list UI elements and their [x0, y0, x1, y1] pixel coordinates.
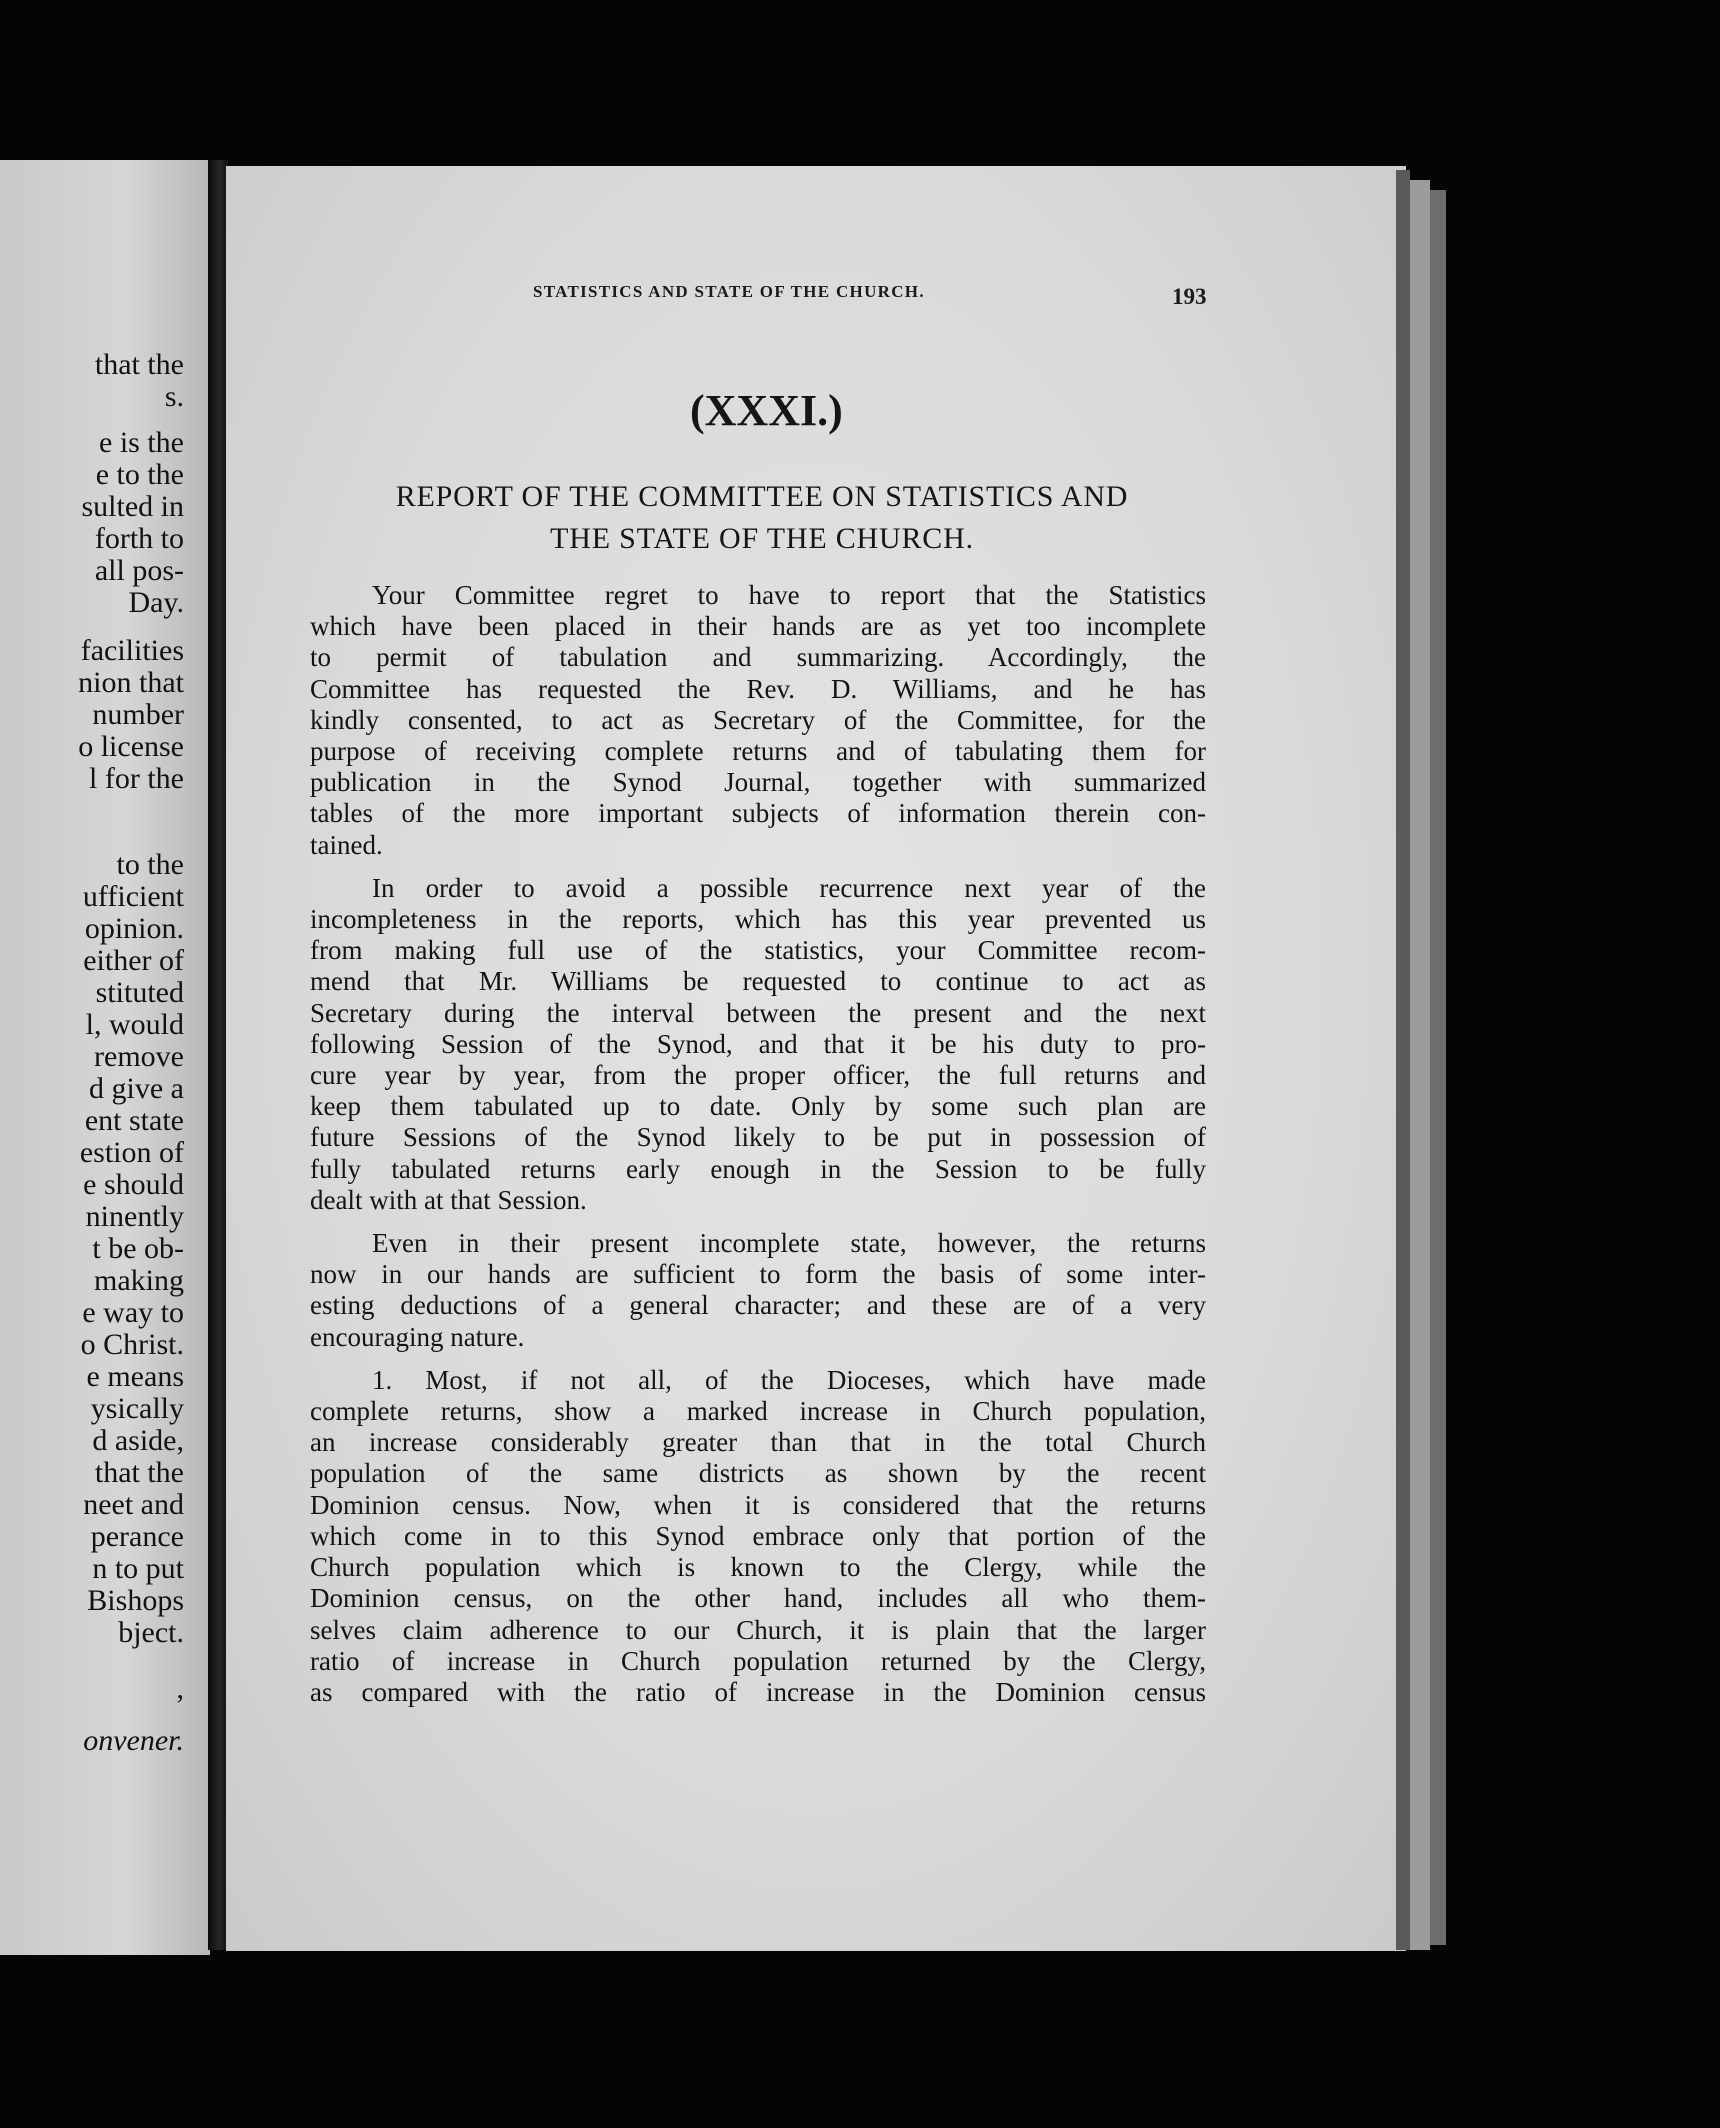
left-page-line: , — [176, 1672, 184, 1705]
left-page-line: facilities — [80, 634, 184, 667]
paragraph — [310, 873, 1206, 1216]
left-page-line: either of — [83, 944, 184, 977]
running-head: STATISTICS AND STATE OF THE CHURCH. — [533, 282, 925, 301]
left-page-line: remove — [94, 1040, 184, 1073]
left-page-line: d give a — [89, 1072, 184, 1105]
text-line: publication in the Synod Journal, together with summarized — [310, 767, 1206, 798]
text-line: fully tabulated returns early enough in the Session to be fully — [310, 1153, 1206, 1184]
text-line: purpose of receiving complete returns and of tabulating them for — [310, 736, 1206, 767]
left-page-line: e way to — [82, 1296, 184, 1329]
text-line: Even in their present incomplete state, however, the returns — [372, 1228, 1206, 1259]
page-number: 193 — [1172, 284, 1207, 309]
text-line: Your Committee regret to have to report that the Statistics — [372, 580, 1206, 610]
page-edge — [1410, 180, 1430, 1950]
left-page-line: bject. — [118, 1616, 184, 1649]
left-page-line: making — [94, 1264, 184, 1297]
left-page-line: e should — [83, 1168, 184, 1201]
text-line: from making full use of the statistics, your Committee recom- — [310, 935, 1206, 966]
text-line: selves claim adherence to our Church, it is plain that the larger — [310, 1614, 1206, 1645]
text-line: an increase considerably greater than that in the total Church — [310, 1427, 1206, 1458]
book-gutter — [208, 160, 228, 1950]
left-page-line: t be ob- — [92, 1232, 184, 1265]
text-line: tables of the more important subjects of information therein con- — [310, 798, 1206, 829]
left-page-line: nion that — [78, 666, 184, 699]
text-line: keep them tabulated up to date. Only by some such plan are — [310, 1091, 1206, 1122]
left-page-line: l for the — [89, 762, 184, 795]
page-edge — [1430, 190, 1446, 1945]
text-line: esting deductions of a general character; and these are of a very — [310, 1290, 1206, 1321]
left-page-line: perance — [90, 1520, 184, 1553]
text-line: population of the same districts as shown by the recent — [310, 1458, 1206, 1489]
left-page-line: o license — [78, 730, 184, 763]
left-page — [0, 160, 210, 1955]
text-line: mend that Mr. Williams be requested to continue to act as — [310, 966, 1206, 997]
left-page-line: e to the — [95, 458, 184, 491]
text-line: Secretary during the interval between the present and the next — [310, 997, 1206, 1028]
left-page-line: all pos- — [94, 554, 184, 587]
text-line: following Session of the Synod, and that it be his duty to pro- — [310, 1028, 1206, 1059]
left-page-line: number — [92, 698, 184, 731]
left-page-line: e is the — [99, 426, 184, 459]
text-line: to permit of tabulation and summarizing. Accordingly, the — [310, 642, 1206, 673]
left-page-line: o Christ. — [80, 1328, 184, 1361]
left-page-line: d aside, — [92, 1424, 184, 1457]
left-page-line: sulted in — [81, 490, 184, 523]
left-page-line: neet and — [83, 1488, 184, 1521]
text-line: Dominion census. Now, when it is considered that the returns — [310, 1489, 1206, 1520]
text-line: Dominion census, on the other hand, includes all who them- — [310, 1583, 1206, 1614]
report-title — [312, 476, 1212, 560]
text-line: encouraging nature. — [310, 1321, 525, 1352]
left-page-line: e means — [86, 1360, 184, 1393]
text-line: which come in to this Synod embrace only that portion of the — [310, 1520, 1206, 1551]
left-page-line: to the — [116, 848, 184, 881]
paragraph — [310, 1365, 1206, 1708]
left-page-line: stituted — [95, 976, 184, 1009]
left-page-line: ufficient — [82, 880, 184, 913]
left-page-line: forth to — [94, 522, 184, 555]
text-line: dealt with at that Session. — [310, 1184, 587, 1215]
left-page-line: ent state — [84, 1104, 184, 1137]
text-line: cure year by year, from the proper officer, the full returns and — [310, 1060, 1206, 1091]
text-line: complete returns, show a marked increase in Church population, — [310, 1396, 1206, 1427]
left-page-line: Bishops — [87, 1584, 184, 1617]
left-page-line: ninently — [85, 1200, 184, 1233]
text-line: which have been placed in their hands are as yet too incomplete — [310, 611, 1206, 642]
left-page-line: ysically — [90, 1392, 184, 1425]
paragraph — [310, 580, 1206, 861]
text-line: now in our hands are sufficient to form the basis of some inter- — [310, 1259, 1206, 1290]
page-edge — [1396, 170, 1410, 1950]
left-page-line: Day. — [128, 586, 184, 619]
section-number: (XXXI.) — [690, 386, 843, 435]
text-line: 1. Most, if not all, of the Dioceses, which have made — [372, 1364, 1206, 1395]
text-line: Committee has requested the Rev. D. Williams, and he has — [310, 673, 1206, 704]
text-line: Church population which is known to the Clergy, while the — [310, 1552, 1206, 1583]
left-page-line: opinion. — [84, 912, 184, 945]
report-title-line: THE STATE OF THE CHURCH. — [550, 522, 974, 555]
text-line: tained. — [310, 829, 383, 860]
report-title-line: REPORT OF THE COMMITTEE ON STATISTICS AND — [395, 480, 1129, 513]
text-line: future Sessions of the Synod likely to be put in possession of — [310, 1122, 1206, 1153]
text-line: kindly consented, to act as Secretary of the Committee, for the — [310, 704, 1206, 735]
left-page-line: that the — [94, 1456, 184, 1489]
left-page-line: that the — [94, 348, 184, 381]
left-page-line: onvener. — [83, 1724, 184, 1757]
text-line: incompleteness in the reports, which has this year prevented us — [310, 904, 1206, 935]
text-line: In order to avoid a possible recurrence next year of the — [372, 872, 1206, 903]
left-page-line: n to put — [92, 1552, 184, 1585]
left-page-line: l, would — [85, 1008, 184, 1041]
text-line: as compared with the ratio of increase in the Dominion census — [310, 1676, 1206, 1707]
text-line: ratio of increase in Church population returned by the Clergy, — [310, 1645, 1206, 1676]
paragraph — [310, 1228, 1206, 1353]
left-page-line: s. — [164, 380, 184, 413]
report-body — [310, 580, 1206, 1720]
left-page-line: estion of — [79, 1136, 184, 1169]
